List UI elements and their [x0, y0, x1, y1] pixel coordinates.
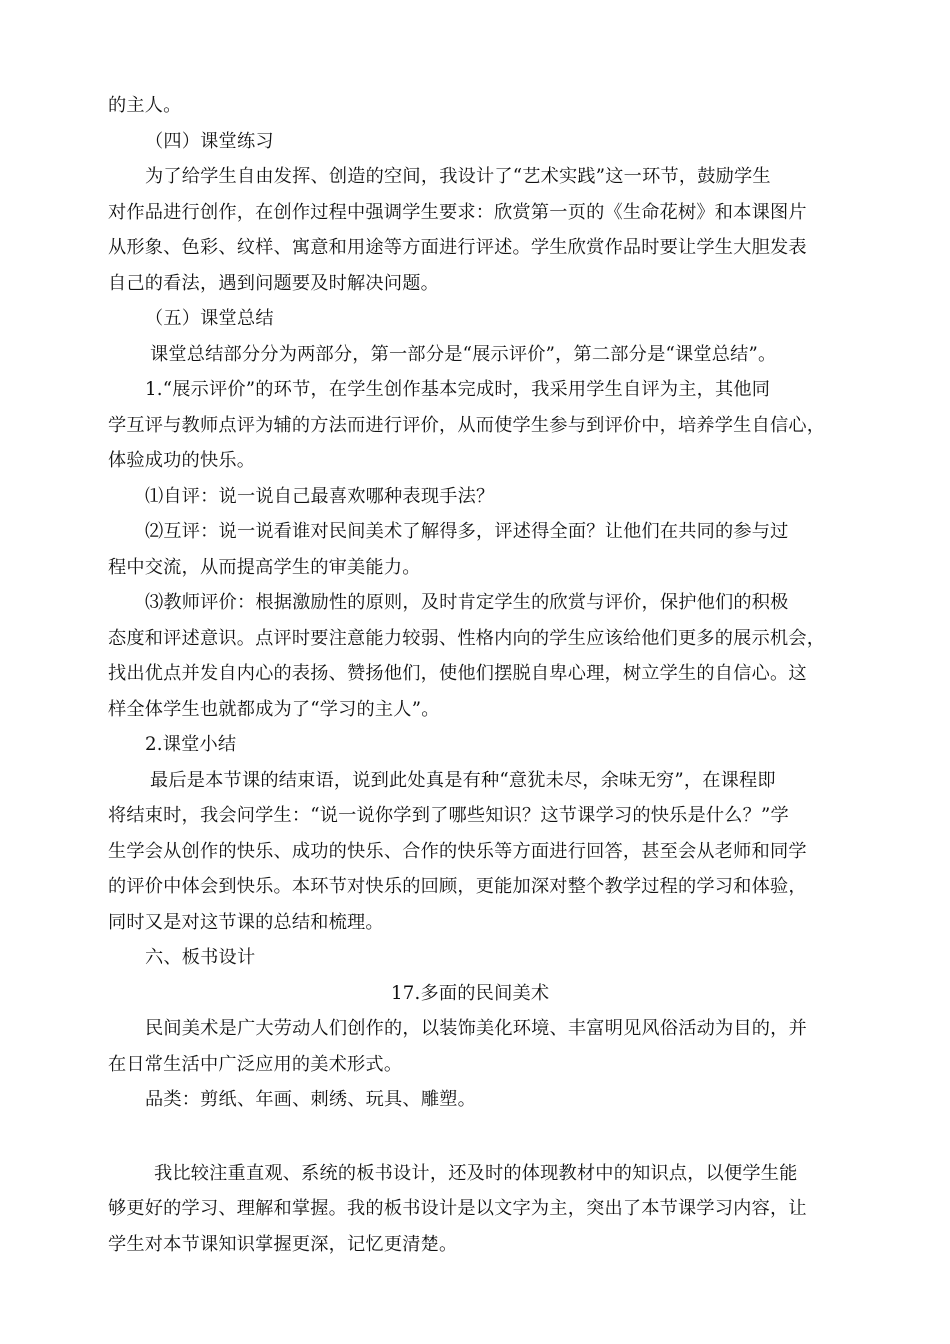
paragraph-line: 生学会从创作的快乐、成功的快乐、合作的快乐等方面进行回答，甚至会从老师和同学: [108, 840, 807, 862]
paragraph-line: 样全体学生也就都成为了“学习的主人”。: [108, 698, 440, 720]
paragraph-line: 够更好的学习、理解和掌握。我的板书设计是以文字为主，突出了本节课学习内容，让: [108, 1198, 807, 1219]
section-heading-summary: （五）课堂总结: [145, 308, 274, 329]
paragraph-line: 将结束时，我会问学生：“说一说你学到了哪些知识？这节课学习的快乐是什么？”学: [108, 805, 789, 826]
paragraph-line: 自己的看法，遇到问题要及时解决问题。: [108, 272, 439, 294]
paragraph-line: 课堂总结部分分为两部分，第一部分是“展示评价”，第二部分是“课堂总结”。: [150, 343, 777, 365]
document-page: [108, 88, 846, 1262]
subheading-class-summary: 2.课堂小结: [145, 734, 237, 755]
paragraph-line: 找出优点并发自内心的表扬、赞扬他们，使他们摆脱自卑心理，树立学生的自信心。这: [108, 663, 807, 684]
paragraph-line: 在日常生活中广泛应用的美术形式。: [108, 1053, 403, 1075]
paragraph-line: 为了给学生自由发挥、创造的空间，我设计了“艺术实践”这一环节，鼓励学生: [145, 166, 771, 187]
paragraph-line: 的评价中体会到快乐。本环节对快乐的回顾，更能加深对整个教学过程的学习和体验，: [108, 876, 807, 897]
paragraph-line: 最后是本节课的结束语，说到此处真是有种“意犹未尽，余味无穷”，在课程即: [150, 769, 776, 791]
blank-line: [108, 1118, 846, 1156]
section-heading-board-design: 六、板书设计: [145, 947, 256, 968]
paragraph-line: 体验成功的快乐。: [108, 450, 256, 471]
paragraph-line: 的主人。: [108, 95, 182, 116]
paragraph-line: 从形象、色彩、纹样、寓意和用途等方面进行评述。学生欣赏作品时要让学生大胆发表: [108, 237, 807, 258]
paragraph-line: 同时又是对这节课的总结和梳理。: [108, 911, 384, 933]
list-item-teacher-review: ⑶教师评价：根据激励性的原则，及时肯定学生的欣赏与评价，保护他们的积极: [145, 592, 789, 613]
paragraph-line: 程中交流，从而提高学生的审美能力。: [108, 556, 421, 578]
paragraph-line: 我比较注重直观、系统的板书设计，还及时的体现教材中的知识点，以便学生能: [154, 1162, 798, 1184]
list-item-peer-review: ⑵互评：说一说看谁对民间美术了解得多，评述得全面？让他们在共同的参与过: [145, 521, 789, 542]
paragraph-line: 1.“展示评价”的环节，在学生创作基本完成时，我采用学生自评为主，其他同: [145, 379, 771, 400]
paragraph-line: 民间美术是广大劳动人们创作的，以装饰美化环境、丰富明见风俗活动为目的，并: [145, 1018, 807, 1039]
section-heading-practice: （四）课堂练习: [145, 130, 274, 152]
paragraph-line: 学生对本节课知识掌握更深，记忆更清楚。: [108, 1233, 458, 1255]
list-item-self-review: ⑴自评：说一说自己最喜欢哪种表现手法？: [145, 485, 495, 507]
board-title: 17.多面的民间美术: [391, 982, 550, 1004]
category-list: 品类：剪纸、年画、刺绣、玩具、雕塑。: [145, 1089, 476, 1110]
paragraph-line: 学互评与教师点评为辅的方法而进行评价，从而使学生参与到评价中，培养学生自信心，: [108, 414, 826, 436]
paragraph-line: 态度和评述意识。点评时要注意能力较弱、性格内向的学生应该给他们更多的展示机会，: [108, 627, 826, 649]
paragraph-line: 对作品进行创作，在创作过程中强调学生要求：欣赏第一页的《生命花树》和本课图片: [108, 201, 807, 223]
